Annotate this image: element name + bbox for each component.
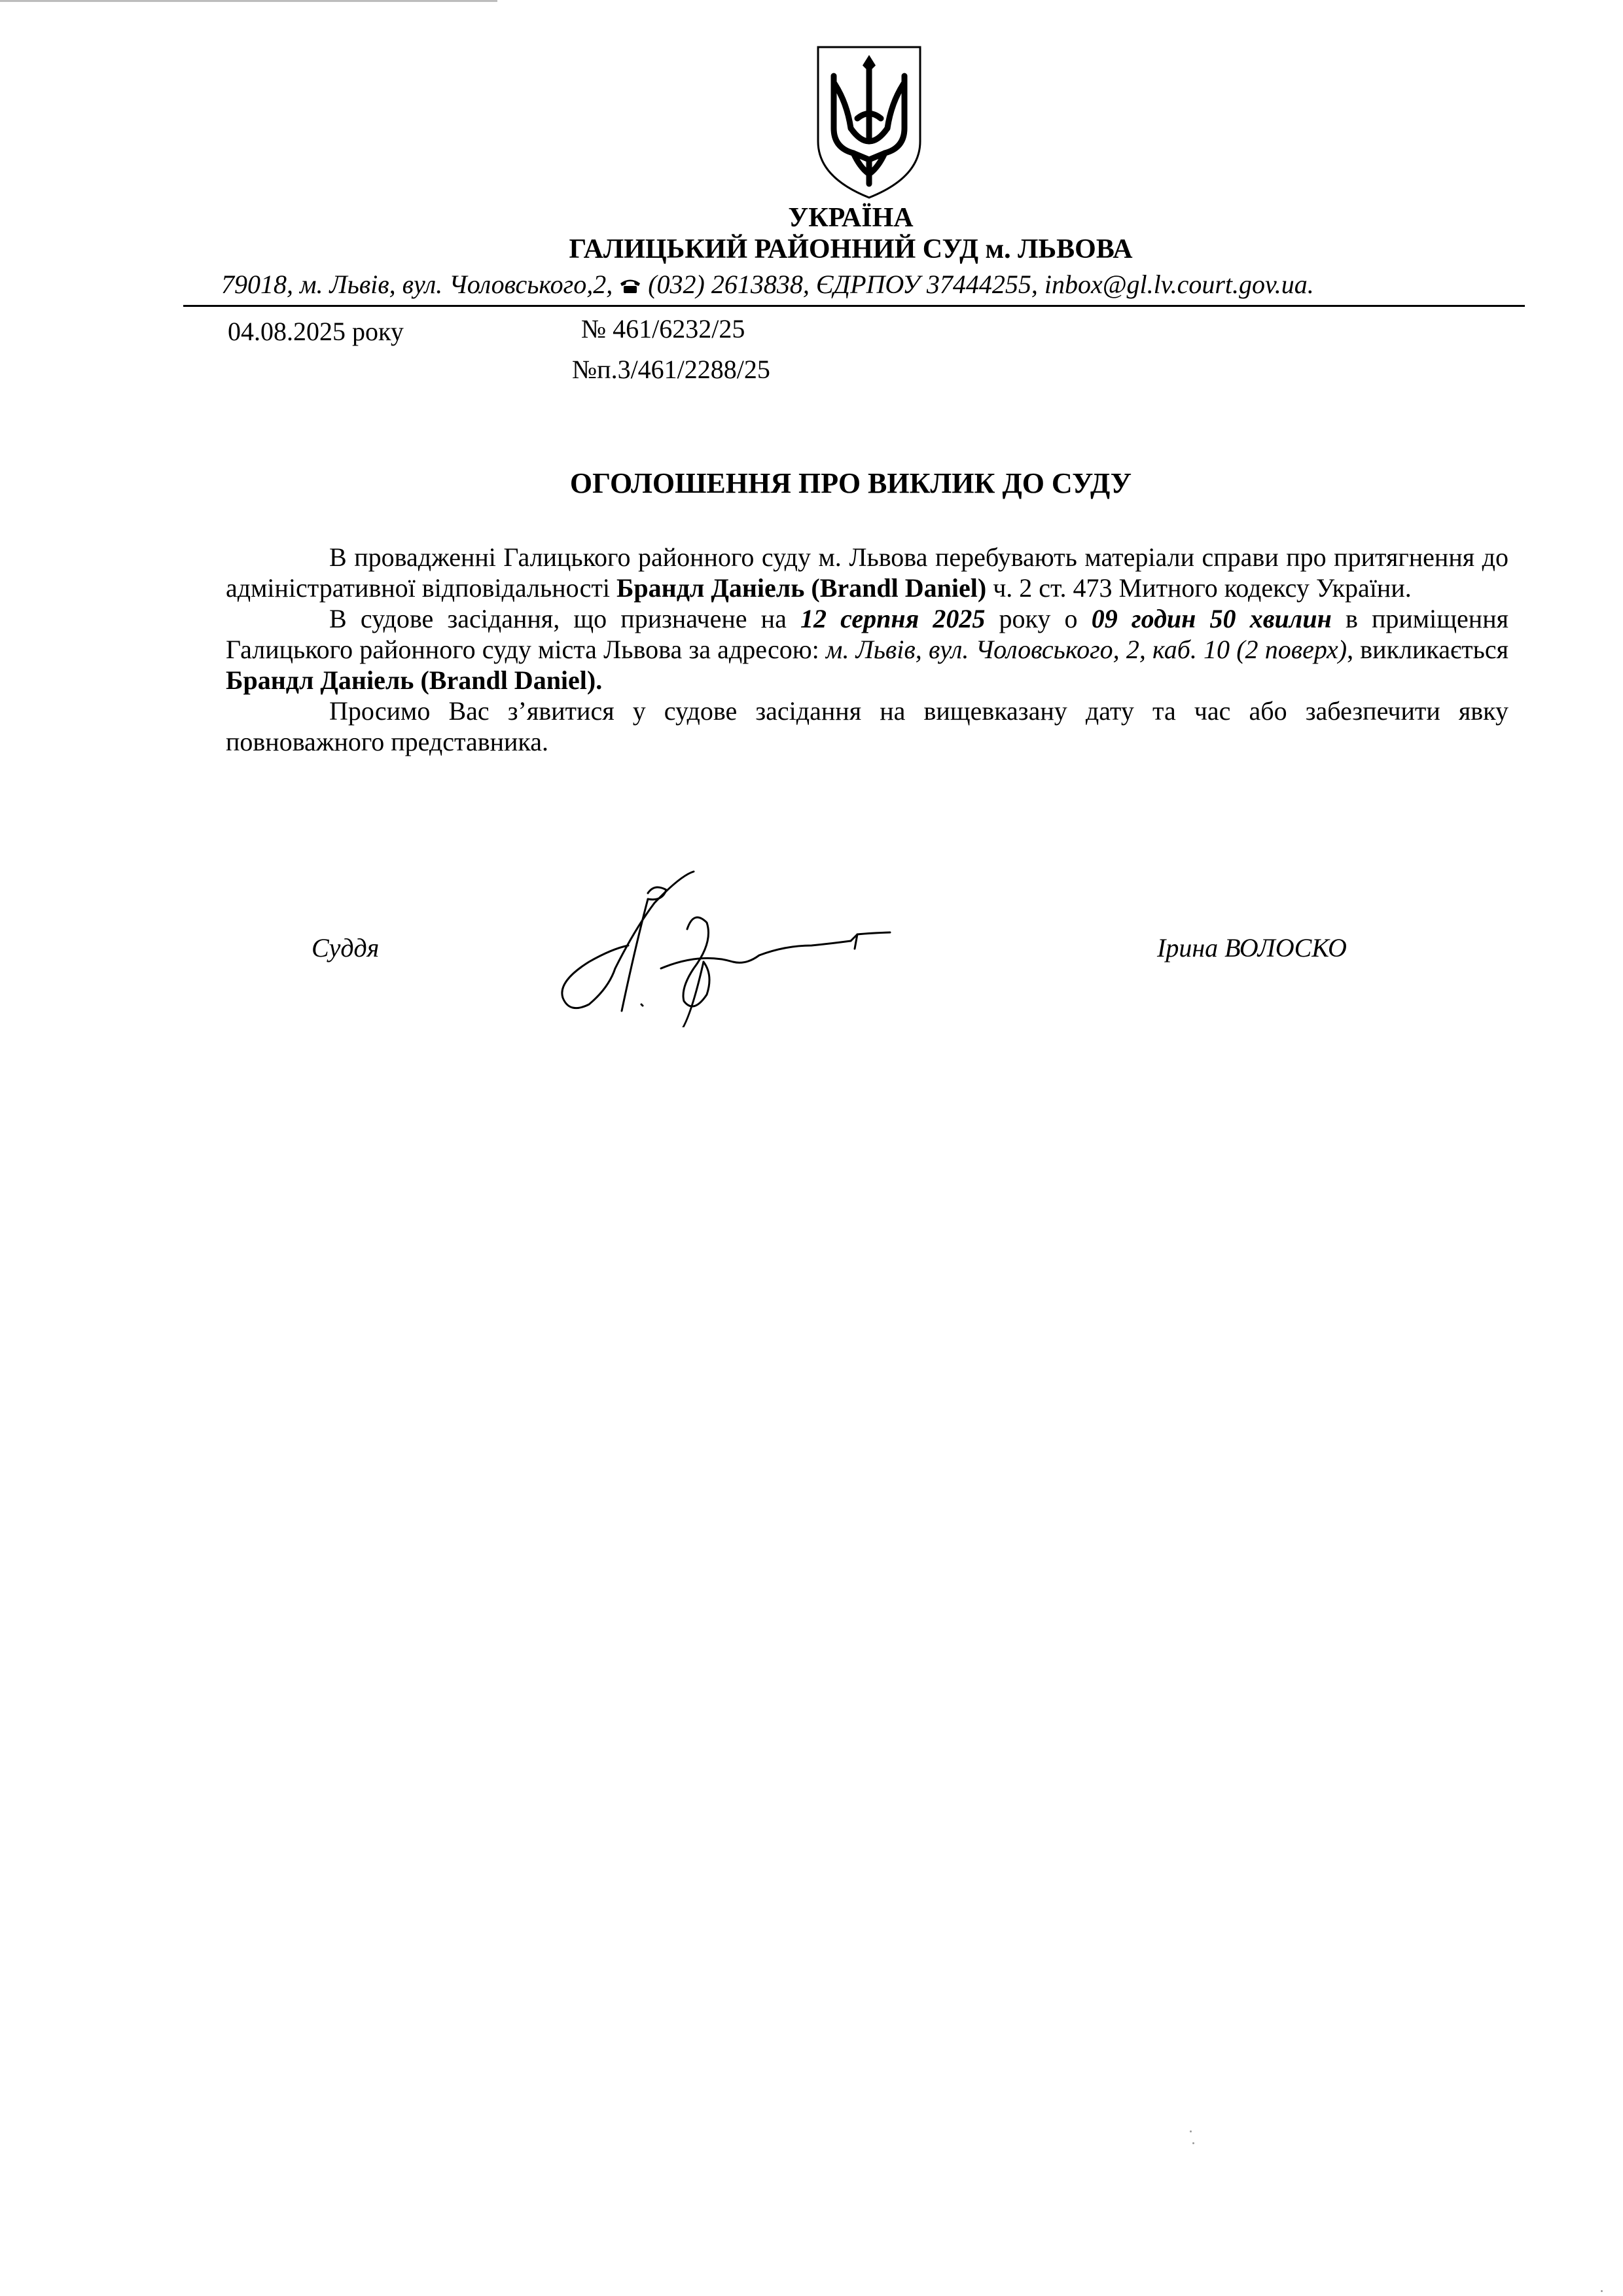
scan-speck xyxy=(1192,2142,1194,2144)
header-divider xyxy=(183,305,1525,307)
court-edrpou: ЄДРПОУ 37444255, xyxy=(815,270,1038,299)
telephone-icon xyxy=(619,277,641,294)
court-name-heading: ГАЛИЦЬКИЙ РАЙОННИЙ СУД м. ЛЬВОВА xyxy=(569,234,1133,264)
paragraph-case-article: ч. 2 ст. 473 Митного кодексу України. xyxy=(986,573,1412,603)
paragraph-hearing xyxy=(226,603,1508,696)
signer-name: Ірина ВОЛОСКО xyxy=(1157,933,1347,963)
proceeding-number: №п.3/461/2288/25 xyxy=(572,355,770,384)
scan-speck xyxy=(1601,2290,1603,2292)
hearing-text-a: В судове засідання, що призначене на xyxy=(329,604,800,633)
hearing-text-d: , викликається xyxy=(1347,635,1509,664)
defendant-name: Брандл Даніель (Brandl Daniel) xyxy=(616,573,987,603)
paragraph-case-text: В провадженні Галицького районного суду м. Львова перебувають матеріали справи про притягнення до адміністративної відповідальності xyxy=(226,542,1508,603)
hearing-time: 09 годин 50 хвилин xyxy=(1091,604,1332,633)
court-email: inbox@gl.lv.court.gov.ua. xyxy=(1044,270,1314,299)
hearing-text-c: в приміщення Галицького районного суду міста Львова за адресою: xyxy=(226,604,1508,664)
court-contacts-line xyxy=(221,268,1504,301)
scan-speck xyxy=(1190,2130,1192,2132)
country-heading: УКРАЇНА xyxy=(788,203,914,233)
scan-edge-line xyxy=(0,0,497,2)
case-number: № 461/6232/25 xyxy=(581,314,745,344)
paragraph-case xyxy=(226,542,1508,603)
paragraph-request: Просимо Вас з’явитися у судове засідання на вищевказану дату та час або забезпечити явку повноважного представника. xyxy=(226,696,1508,756)
document-title: ОГОЛОШЕННЯ ПРО ВИКЛИК ДО СУДУ xyxy=(569,467,1132,499)
trident-coat-of-arms-icon xyxy=(814,43,924,200)
court-address: 79018, м. Львів, вул. Чоловського,2, xyxy=(221,270,613,299)
hearing-text-b: року о xyxy=(985,604,1092,633)
hearing-date: 12 серпня 2025 xyxy=(800,604,986,633)
signature-role: Суддя xyxy=(312,933,380,963)
hearing-address: м. Львів, вул. Чоловського, 2, каб. 10 (2 поверх) xyxy=(825,635,1347,664)
court-phone: (032) 2613838, xyxy=(648,270,810,299)
handwritten-signature xyxy=(550,870,903,1027)
document-body xyxy=(226,542,1508,757)
summoned-name: Брандл Даніель (Brandl Daniel). xyxy=(226,665,603,695)
document-date: 04.08.2025 року xyxy=(228,317,404,346)
